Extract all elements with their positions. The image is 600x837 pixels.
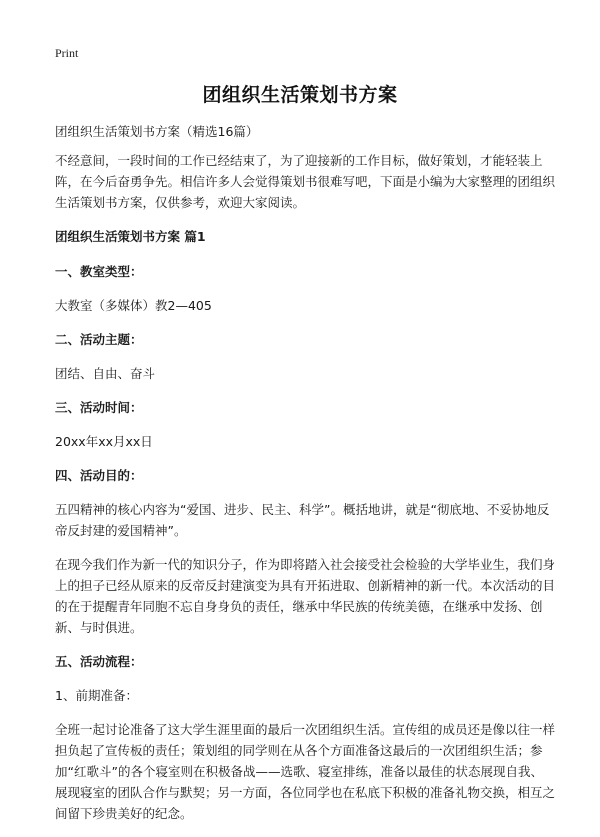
process-step-1: 1、前期准备： <box>55 688 138 703</box>
theme-heading: 二、活动主题： <box>55 332 143 347</box>
classroom-type-heading: 一、教室类型： <box>55 264 143 279</box>
theme-value: 团结、自由、奋斗 <box>55 366 156 381</box>
purpose-heading: 四、活动目的： <box>55 468 143 483</box>
process-paragraph-1: 全班一起讨论准备了这大学生涯里面的最后一次团组织生活。宣传组的成员还是像以往一样担负起了宣传板的责任；策划组的同学则在从各个方面准备这最后的一次团组织生活；参加“红歌斗”的各个寝室则在积极备战——选歌、寝室排练，准备以最佳的状态展现自我、展现寝室的团队合作与默契；另一方面，各位同学也在私底下积极的准备礼物交换，相互之间留下珍贵美好的纪念。 <box>55 722 556 821</box>
classroom-type-value: 大教室（多媒体）教2—405 <box>55 298 212 313</box>
page-title: 团组织生活策划书方案 <box>202 84 398 106</box>
document-body <box>55 121 555 837</box>
process-heading: 五、活动流程： <box>55 654 143 669</box>
purpose-paragraph-2: 在现今我们作为新一代的知识分子，作为即将踏入社会接受社会检验的大学毕业生，我们身上的担子已经从原来的反帝反封建演变为具有开拓进取、创新精神的新一代。本次活动的目的在于提醒青年同胞不忘自身身负的责任，继承中华民族的传统美德，在继承中发扬、创新、与时俱进。 <box>55 557 556 635</box>
section-heading: 团组织生活策划书方案 篇1 <box>55 229 206 244</box>
time-value: 20xx年xx月xx日 <box>55 434 153 449</box>
purpose-paragraph-1: 五四精神的核心内容为“爱国、进步、民主、科学”。概括地讲，就是“彻底地、不妥协地反帝反封建的爱国精神”。 <box>55 502 550 538</box>
time-heading: 三、活动时间： <box>55 400 143 415</box>
intro-paragraph: 不经意间，一段时间的工作已经结束了，为了迎接新的工作目标，做好策划，才能轻装上阵，在今后奋勇争先。相信许多人会觉得策划书很难写吧，下面是小编为大家整理的团组织生活策划书方案，仅供参考，欢迎大家阅读。 <box>55 153 556 210</box>
print-link[interactable]: Print <box>55 46 79 60</box>
document-subtitle: 团组织生活策划书方案（精选16篇） <box>55 124 259 139</box>
